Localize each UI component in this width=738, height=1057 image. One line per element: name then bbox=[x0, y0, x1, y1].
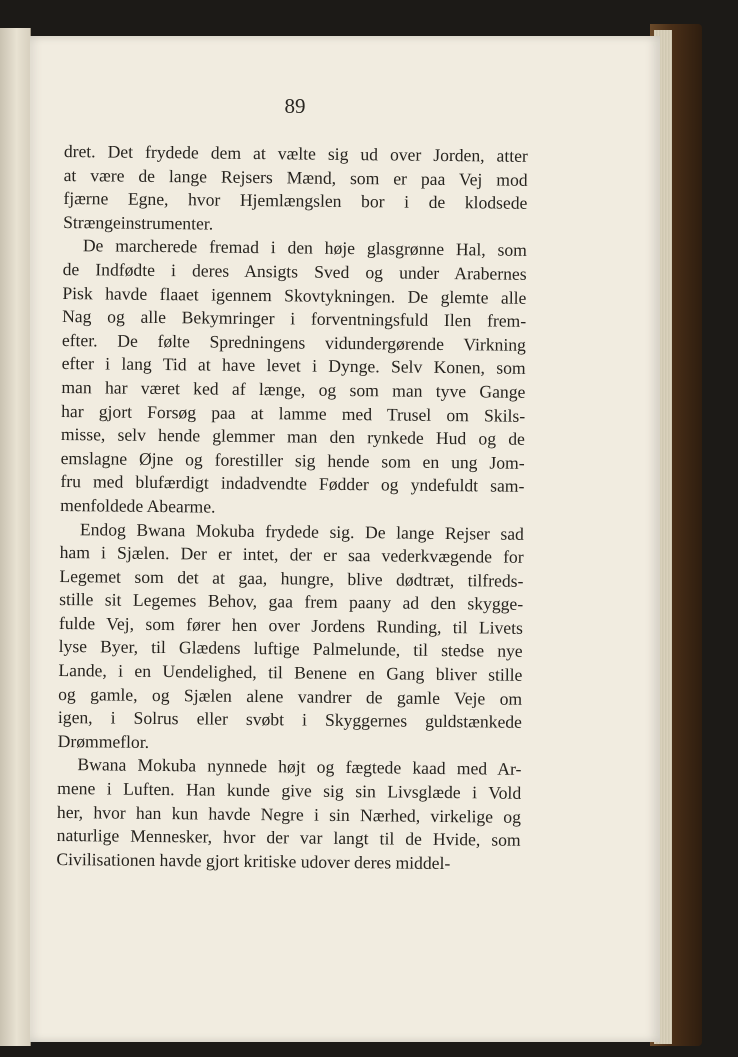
text-line: Legemet som det at gaa, hungre, blive dødtræt, tilfreds- bbox=[59, 565, 524, 591]
text-line: efter. De følte Spredningens vidundergørende Virkning bbox=[61, 329, 526, 355]
book-page bbox=[30, 36, 660, 1042]
text-line: Pisk havde flaaet igennem Skovtykningen. De glemte alle bbox=[62, 282, 527, 308]
text-line: ham i Sjælen. Der er intet, der er saa vederkvægende for bbox=[59, 542, 524, 567]
text-line: fru med blufærdigt indadvendte Fødder og yndefuldt sam- bbox=[60, 471, 525, 497]
text-line: har gjort Forsøg paa at lamme med Trusel om Skils- bbox=[61, 400, 526, 426]
text-line: De marcherede fremad i den høje glasgrønne Hal, som bbox=[82, 235, 527, 261]
text-line: Endog Bwana Mokuba frydede sig. De lange Rejser sad bbox=[79, 518, 525, 544]
paragraph bbox=[60, 234, 527, 522]
text-line: dret. Det frydede dem at vælte sig ud over Jorden, atter bbox=[63, 140, 528, 166]
page-number: 89 bbox=[284, 94, 306, 118]
text-line: naturlige Mennesker, hvor der var langt til de Hvide, som bbox=[56, 825, 521, 851]
text-line: emslagne Øjne og forestiller sig hende som en ung Jom- bbox=[60, 447, 525, 473]
text-line: mene i Luften. Han kunde give sig sin Livsglæde i Vold bbox=[57, 777, 522, 803]
text-line: Drømmeflor. bbox=[57, 730, 150, 752]
text-line: de Indfødte i deres Ansigts Sved og under Arabernes bbox=[62, 258, 527, 284]
paragraph bbox=[63, 140, 528, 239]
text-line: misse, selv hende glemmer man den rynkede Hud og de bbox=[60, 424, 525, 449]
text-line: Nag og alle Bekymringer i forventningsfuld Ilen frem- bbox=[62, 306, 527, 332]
text-line: fulde Vej, som fører hen over Jordens Runding, til Livets bbox=[58, 612, 524, 638]
text-line: man har været ked af længe, og som man tyve Gange bbox=[61, 376, 526, 402]
text-line: her, hvor han kun havde Negre i sin Nærhed, virkelige og bbox=[56, 801, 522, 827]
paragraph bbox=[56, 753, 521, 876]
paragraph bbox=[58, 517, 524, 758]
text-line: stille sit Legemes Behov, gaa frem paany ad den skygge- bbox=[59, 589, 524, 615]
text-line: og gamle, og Sjælen alene vandrer de gamle Veje om bbox=[58, 683, 523, 709]
text-line: at være de lange Rejsers Mænd, som er paa Vej mod bbox=[63, 164, 528, 190]
body-text bbox=[56, 140, 528, 876]
text-line: lyse Byer, til Glædens luftige Palmelunde, til stedse nye bbox=[58, 636, 523, 662]
text-line: Bwana Mokuba nynnede højt og fægtede kaad med Ar- bbox=[77, 754, 522, 780]
text-line: efter i lang Tid at have levet i Dynge. Selv Konen, som bbox=[61, 353, 526, 379]
text-line: fjærne Egne, hvor Hjemlængslen bor i de klodsede bbox=[63, 188, 528, 214]
text-line: Civilisationen havde gjort kritiske udover deres middel- bbox=[56, 848, 451, 873]
text-line: menfoldede Abearme. bbox=[60, 494, 216, 517]
text-line: igen, i Solrus eller svøbt i Skyggernes guldstænkede bbox=[57, 707, 523, 733]
text-line: Strængeinstrumenter. bbox=[63, 211, 214, 234]
text-line: Lande, i en Uendelighed, til Benene en Gang bliver stille bbox=[58, 660, 523, 685]
left-page-edge bbox=[0, 28, 31, 1046]
